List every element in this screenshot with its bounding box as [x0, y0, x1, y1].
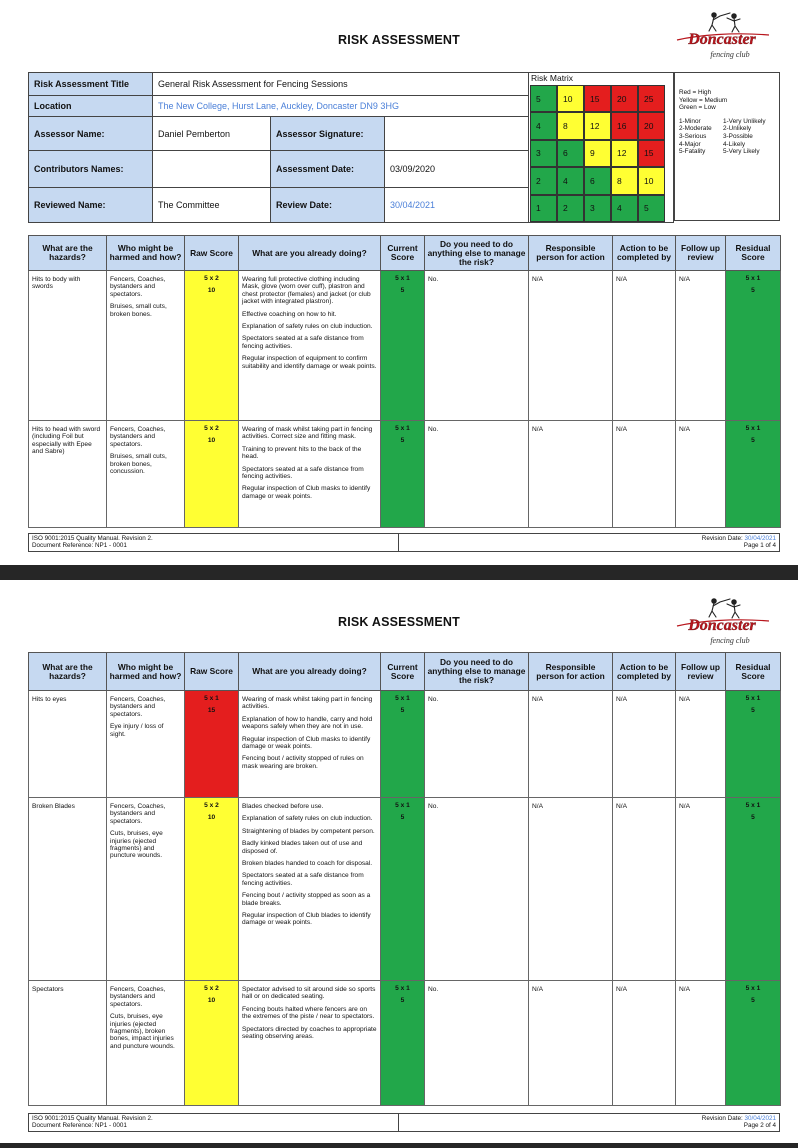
hazard-cell: Hits to head with sword (including Foil but especially with Epee and Sabre) [29, 421, 107, 528]
score-total: 10 [207, 814, 216, 822]
header-who-harmed: Who might be harmed and how? [107, 653, 185, 691]
legend-severity [679, 118, 723, 156]
title-label: Risk Assessment Title [29, 73, 153, 96]
control-measure: Fencing bouts halted where fencers are on the extremes of the piste / near to spectators. [242, 1005, 375, 1021]
hazard-cell: Hits to body with swords [29, 271, 107, 421]
score-formula: 5 x 2 [204, 985, 219, 992]
hazard-table [28, 652, 781, 1106]
header-action-by: Action to be completed by [613, 653, 676, 691]
who-harmed-cell [107, 798, 185, 981]
action-by-cell: N/A [613, 798, 676, 981]
legend-likelihood-item: 4-Likely [723, 140, 746, 148]
matrix-cell: 20 [611, 85, 638, 112]
responsible-cell: N/A [529, 981, 613, 1106]
location-value: The New College, Hurst Lane, Auckley, Doncaster DN9 3HG [153, 96, 529, 117]
legend-likelihood [723, 118, 781, 156]
table-row [29, 271, 781, 421]
header-already-doing: What are you already doing? [239, 236, 381, 271]
hazard-cell: Hits to eyes [29, 691, 107, 798]
follow-up-cell: N/A [676, 421, 726, 528]
header-responsible-person: Responsible person for action [529, 236, 613, 271]
control-measure: Spectators directed by coaches to appropriate seating observing areas. [242, 1025, 377, 1041]
page-title: RISK ASSESSMENT [337, 615, 460, 629]
controls-cell [239, 798, 381, 981]
risk-matrix [528, 72, 674, 223]
residual-score-cell [726, 421, 781, 528]
score-formula: 5 x 1 [745, 425, 761, 432]
who-harmed-text: Bruises, small cuts, broken bones. [110, 303, 167, 318]
matrix-cell: 2 [557, 195, 584, 222]
contributors-label: Contributors Names: [29, 151, 153, 188]
control-measure: Spectators seated at a safe distance from fencing activities. [242, 872, 364, 887]
control-measure: Blades checked before use. [242, 803, 324, 810]
control-measure: Badly kinked blades taken out of use and disposed of. [242, 840, 363, 855]
who-harmed-text: Fencers, Coaches, bystanders and spectators. [110, 803, 166, 825]
legend-levels [679, 89, 779, 112]
club-logo [674, 596, 772, 650]
review-date-label: Review Date: [271, 188, 385, 223]
score-total: 5 [400, 997, 405, 1005]
further-action-cell: No. [425, 798, 529, 981]
logo-name: Doncaster [688, 617, 756, 634]
action-by-cell: N/A [613, 421, 676, 528]
matrix-cell: 8 [611, 167, 638, 194]
header-follow-up: Follow up review [676, 653, 726, 691]
legend-severity-item: 3-Serious [679, 132, 707, 140]
header-raw-score: Raw Score [185, 653, 239, 691]
matrix-cell: 4 [611, 195, 638, 222]
controls-cell [239, 691, 381, 798]
control-measure: Fencing bout / activity stopped as soon as a blade breaks. [242, 892, 371, 907]
matrix-cell: 15 [638, 140, 665, 167]
score-total: 5 [400, 287, 405, 295]
controls-cell [239, 271, 381, 421]
matrix-cell: 4 [557, 167, 584, 194]
matrix-cell: 3 [530, 140, 557, 167]
page-1 [0, 0, 798, 565]
matrix-cell: 3 [584, 195, 611, 222]
further-action-cell: No. [425, 421, 529, 528]
control-measure: Spectators seated at a safe distance from fencing activities. [242, 465, 364, 481]
review-date-value: 30/04/2021 [385, 188, 529, 223]
score-total: 5 [751, 997, 755, 1005]
footer-page-number: Page 1 of 4 [743, 542, 776, 550]
residual-score-cell [726, 271, 781, 421]
header-hazards: What are the hazards? [29, 653, 107, 691]
matrix-cell: 10 [638, 167, 665, 194]
matrix-cell: 5 [530, 85, 557, 112]
control-measure: Regular inspection of Club masks to identify damage or weak points. [242, 485, 371, 500]
who-harmed-text: Fencers, Coaches, bystanders and spectators. [110, 696, 166, 718]
further-action-cell: No. [425, 271, 529, 421]
table-header-row [29, 236, 781, 271]
control-measure: Wearing of mask whilst taking part in fencing activities. [242, 696, 373, 711]
header-further-action: Do you need to do anything else to manage the risk? [425, 653, 529, 691]
header-follow-up: Follow up review [676, 236, 726, 271]
header-responsible-person: Responsible person for action [529, 653, 613, 691]
matrix-cell: 1 [530, 195, 557, 222]
raw-score-cell [185, 981, 239, 1106]
current-score-cell [381, 691, 425, 798]
score-total: 5 [751, 287, 755, 295]
legend-likelihood-item: 3-Possible [723, 132, 753, 140]
page-separator [0, 565, 798, 580]
matrix-cell: 8 [557, 112, 584, 139]
control-measure: Spectators seated at a safe distance from fencing activities. [242, 335, 364, 350]
control-measure: Regular inspection of equipment to confirm suitability and identify damage or weak points. [242, 355, 377, 370]
score-formula: 5 x 1 [745, 802, 761, 809]
risk-matrix-title: Risk Matrix [531, 73, 574, 83]
control-measure: Regular inspection of Club blades to identify damage or weak points. [242, 912, 371, 927]
footer-revision-label: Revision Date: [701, 1115, 745, 1122]
legend-severity-item: 4-Major [679, 140, 701, 148]
residual-score-cell [726, 981, 781, 1106]
raw-score-cell [185, 271, 239, 421]
who-harmed-text: Fencers, Coaches, bystanders and spectators. [110, 276, 166, 298]
who-harmed-text: Bruises, small cuts, broken bones, concussion. [110, 453, 167, 476]
page-2 [0, 580, 798, 1143]
footer-doc-ref: Document Reference: NP1 - 0001 [32, 1122, 127, 1130]
who-harmed-text: Cuts, bruises, eye injuries (ejected fragments) and puncture wounds. [110, 830, 163, 860]
fencers-icon [709, 13, 740, 32]
raw-score-cell [185, 798, 239, 981]
raw-score-cell [185, 691, 239, 798]
hazard-table [28, 235, 781, 528]
legend-severity-item: 5-Fatality [679, 148, 706, 156]
matrix-cell: 6 [584, 167, 611, 194]
score-formula: 5 x 1 [395, 425, 410, 432]
footer-revision-date: 30/04/2021 [744, 1115, 776, 1122]
header-residual-score: Residual Score [726, 236, 781, 271]
header-action-by: Action to be completed by [613, 236, 676, 271]
legend-level: Yellow = Medium [679, 96, 728, 104]
club-logo [674, 10, 772, 64]
further-action-cell: No. [425, 691, 529, 798]
score-formula: 5 x 1 [395, 275, 410, 282]
reviewed-value: The Committee [153, 188, 271, 223]
matrix-cell: 9 [584, 140, 611, 167]
footer-iso: ISO 9001:2015 Quality Manual. Revision 2. [32, 1115, 153, 1122]
responsible-cell: N/A [529, 421, 613, 528]
matrix-cell: 10 [557, 85, 584, 112]
control-measure: Regular inspection of Club masks to identify damage or weak points. [242, 735, 371, 751]
legend-likelihood-item: 5-Very Likely [723, 148, 760, 156]
current-score-cell [381, 421, 425, 528]
control-measure: Wearing of mask whilst taking part in fencing activities. Correct size and fitting mask. [242, 426, 373, 441]
score-total: 5 [400, 814, 405, 822]
page-footer [28, 1113, 780, 1132]
page-title: RISK ASSESSMENT [337, 33, 460, 47]
location-label: Location [29, 96, 153, 117]
header-already-doing: What are you already doing? [239, 653, 381, 691]
control-measure: Explanation of safety rules on club induction. [242, 815, 373, 823]
score-formula: 5 x 1 [745, 695, 761, 702]
legend-likelihood-item: 2-Unlikely [723, 125, 752, 133]
score-formula: 5 x 1 [395, 802, 410, 809]
control-measure: Fencing bout / activity stopped of rules on mask wearing are broken. [242, 755, 364, 770]
matrix-cell: 15 [584, 85, 611, 112]
table-header-row [29, 653, 781, 691]
who-harmed-cell [107, 691, 185, 798]
score-formula: 5 x 1 [395, 695, 410, 702]
table-row [29, 981, 781, 1106]
header-who-harmed: Who might be harmed and how? [107, 236, 185, 271]
risk-legend [674, 72, 780, 221]
matrix-cell: 16 [611, 112, 638, 139]
who-harmed-text: Fencers, Coaches, bystanders and spectators. [110, 426, 166, 448]
header-current-score: Current Score [381, 236, 425, 271]
follow-up-cell: N/A [676, 271, 726, 421]
follow-up-cell: N/A [676, 798, 726, 981]
control-measure: Spectator advised to sit around side so sports hall or on dedicated seating. [242, 986, 376, 1001]
follow-up-cell: N/A [676, 981, 726, 1106]
legend-severity-item: 1-Minor [679, 117, 701, 125]
hazard-cell: Broken Blades [29, 798, 107, 981]
control-measure: Explanation of how to handle, carry and hold weapons safely when they are not in use. [242, 715, 373, 731]
legend-level: Green = Low [679, 104, 716, 112]
control-measure: Training to prevent hits to the back of the head. [242, 445, 362, 461]
header-residual-score: Residual Score [726, 653, 781, 691]
footer-revision-label: Revision Date: [701, 535, 745, 542]
control-measure: Straightening of blades by competent person. [242, 827, 375, 835]
legend-likelihood-item: 1-Very Unlikely [723, 117, 766, 125]
logo-tagline: fencing club [710, 50, 750, 59]
footer-revision-date: 30/04/2021 [744, 535, 776, 542]
logo-name: Doncaster [688, 31, 756, 48]
hazard-cell: Spectators [29, 981, 107, 1106]
header-hazards: What are the hazards? [29, 236, 107, 271]
contributors-value [153, 151, 271, 188]
control-measure: Effective coaching on how to hit. [242, 310, 337, 318]
table-row [29, 798, 781, 981]
matrix-cell: 5 [638, 195, 665, 222]
control-measure: Broken blades handed to coach for disposal. [242, 860, 373, 868]
page-footer [28, 533, 780, 552]
score-total: 10 [207, 997, 216, 1005]
who-harmed-text: Eye injury / loss of sight. [110, 723, 164, 738]
assessment-date-label: Assessment Date: [271, 151, 385, 188]
score-formula: 5 x 1 [395, 985, 410, 992]
who-harmed-cell [107, 981, 185, 1106]
assessment-info-table [28, 72, 529, 223]
score-formula: 5 x 1 [745, 275, 761, 282]
header-raw-score: Raw Score [185, 236, 239, 271]
header-further-action: Do you need to do anything else to manage the risk? [425, 236, 529, 271]
signature-label: Assessor Signature: [271, 117, 385, 151]
footer-iso: ISO 9001:2015 Quality Manual. Revision 2. [32, 535, 153, 542]
logo-tagline: fencing club [710, 636, 750, 645]
score-total: 10 [207, 437, 216, 445]
score-total: 5 [751, 814, 755, 822]
legend-level: Red = High [679, 89, 712, 96]
score-formula: 5 x 1 [204, 695, 219, 702]
reviewed-label: Reviewed Name: [29, 188, 153, 223]
score-formula: 5 x 2 [204, 425, 219, 432]
matrix-cell: 20 [638, 112, 665, 139]
score-total: 5 [400, 437, 405, 445]
current-score-cell [381, 981, 425, 1106]
legend-severity-item: 2-Moderate [679, 125, 712, 133]
current-score-cell [381, 798, 425, 981]
who-harmed-cell [107, 271, 185, 421]
score-total: 5 [751, 707, 755, 715]
controls-cell [239, 981, 381, 1106]
who-harmed-cell [107, 421, 185, 528]
current-score-cell [381, 271, 425, 421]
matrix-cell: 25 [638, 85, 665, 112]
further-action-cell: No. [425, 981, 529, 1106]
responsible-cell: N/A [529, 691, 613, 798]
footer-doc-ref: Document Reference: NP1 - 0001 [32, 542, 127, 550]
who-harmed-text: Fencers, Coaches, bystanders and spectators. [110, 986, 166, 1008]
score-total: 15 [207, 707, 216, 715]
controls-cell [239, 421, 381, 528]
matrix-cell: 2 [530, 167, 557, 194]
matrix-cell: 12 [584, 112, 611, 139]
assessor-label: Assessor Name: [29, 117, 153, 151]
table-row [29, 691, 781, 798]
header-current-score: Current Score [381, 653, 425, 691]
control-measure: Wearing full protective clothing including Mask, glove (worn over cuff), plastron and chest protector (females) and jacket (or club jacket with integrated plastron). [242, 276, 371, 306]
responsible-cell: N/A [529, 271, 613, 421]
score-total: 5 [751, 437, 755, 445]
score-total: 5 [400, 707, 405, 715]
assessment-date-value: 03/09/2020 [385, 151, 529, 188]
matrix-cell: 6 [557, 140, 584, 167]
control-measure: Explanation of safety rules on club induction. [242, 323, 373, 331]
page-separator [0, 1143, 798, 1148]
score-formula: 5 x 2 [204, 802, 219, 809]
who-harmed-text: Cuts, bruises, eye injuries (ejected fragments), broken bones, impact injuries and puncture wounds. [110, 1013, 175, 1050]
follow-up-cell: N/A [676, 691, 726, 798]
matrix-cell: 12 [611, 140, 638, 167]
action-by-cell: N/A [613, 691, 676, 798]
score-total: 10 [207, 287, 216, 295]
responsible-cell: N/A [529, 798, 613, 981]
raw-score-cell [185, 421, 239, 528]
matrix-cell: 4 [530, 112, 557, 139]
risk-matrix-grid [530, 85, 665, 222]
action-by-cell: N/A [613, 981, 676, 1106]
score-formula: 5 x 2 [204, 275, 219, 282]
title-value: General Risk Assessment for Fencing Sessions [153, 73, 529, 96]
signature-value [385, 117, 529, 151]
residual-score-cell [726, 798, 781, 981]
footer-page-number: Page 2 of 4 [743, 1122, 776, 1130]
fencers-icon [709, 599, 740, 618]
residual-score-cell [726, 691, 781, 798]
action-by-cell: N/A [613, 271, 676, 421]
score-formula: 5 x 1 [745, 985, 761, 992]
table-row [29, 421, 781, 528]
assessor-value: Daniel Pemberton [153, 117, 271, 151]
